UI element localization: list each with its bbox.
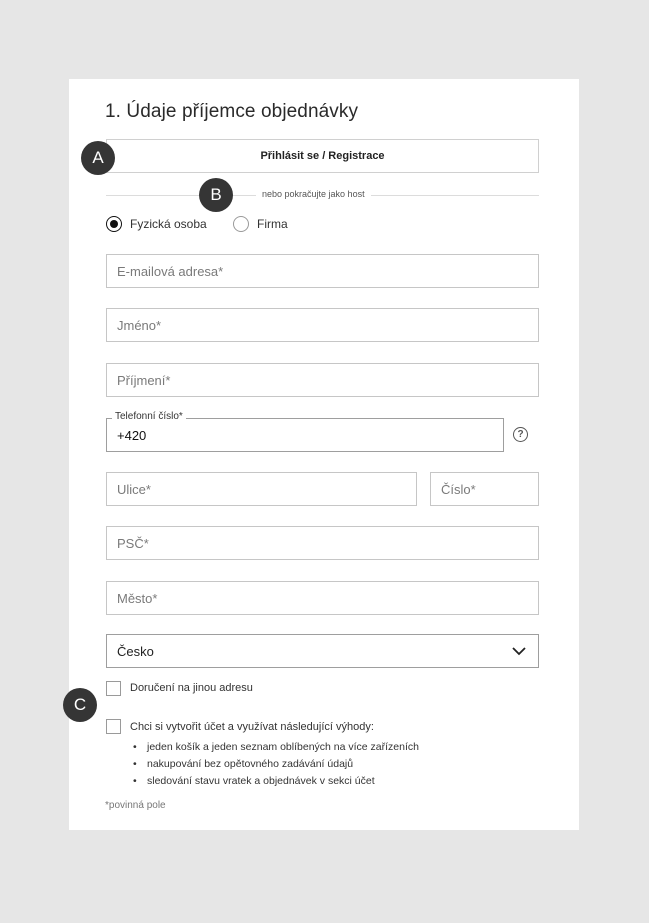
first-name-field[interactable] [106,308,539,342]
annotation-badge-b: B [199,178,233,212]
country-select-value: Česko [117,643,154,659]
radio-individual-button[interactable] [106,216,122,232]
other-address-checkbox[interactable] [106,681,121,696]
question-circle-icon[interactable]: ? [513,427,528,442]
guest-divider-text: nebo pokračujte jako host [256,189,371,199]
last-name-field[interactable] [106,363,539,397]
first-name-input[interactable] [117,309,538,341]
create-account-label: Chci si vytvořit účet a využívat následující výhody: [130,721,374,733]
other-address-label: Doručení na jinou adresu [130,682,253,694]
create-account-option[interactable] [106,719,374,734]
email-input[interactable] [117,255,538,287]
street-field[interactable] [106,472,417,506]
phone-field[interactable] [106,418,504,452]
email-field[interactable] [106,254,539,288]
radio-company-label: Firma [257,217,288,231]
required-fields-note: *povinná pole [105,800,166,811]
zip-field[interactable] [106,526,539,560]
other-address-option[interactable] [106,681,253,696]
list-item: • jeden košík a jeden seznam oblíbených na více zařízeních [133,739,419,756]
street-input[interactable] [117,473,416,505]
annotation-badge-c: C [63,688,97,722]
section-title: 1. Údaje příjemce objednávky [105,101,359,122]
create-account-checkbox[interactable] [106,719,121,734]
phone-label: Telefonní číslo* [112,411,186,422]
city-field[interactable] [106,581,539,615]
last-name-input[interactable] [117,364,538,396]
annotation-badge-a: A [81,141,115,175]
house-number-field[interactable] [430,472,539,506]
chevron-down-icon [512,647,526,656]
zip-input[interactable] [117,527,538,559]
country-select[interactable] [106,634,539,668]
radio-individual[interactable] [106,216,207,232]
checkout-form-card [69,79,579,830]
radio-individual-label: Fyzická osoba [130,217,207,231]
city-input[interactable] [117,582,538,614]
benefits-list [133,739,419,790]
house-number-input[interactable] [441,473,538,505]
login-register-button[interactable]: Přihlásit se / Registrace [106,139,539,173]
radio-company[interactable] [233,216,288,232]
list-item: • nakupování bez opětovného zadávání údajů [133,756,419,773]
phone-input[interactable] [117,428,503,443]
radio-company-button[interactable] [233,216,249,232]
list-item: • sledování stavu vratek a objednávek v sekci účet [133,773,419,790]
